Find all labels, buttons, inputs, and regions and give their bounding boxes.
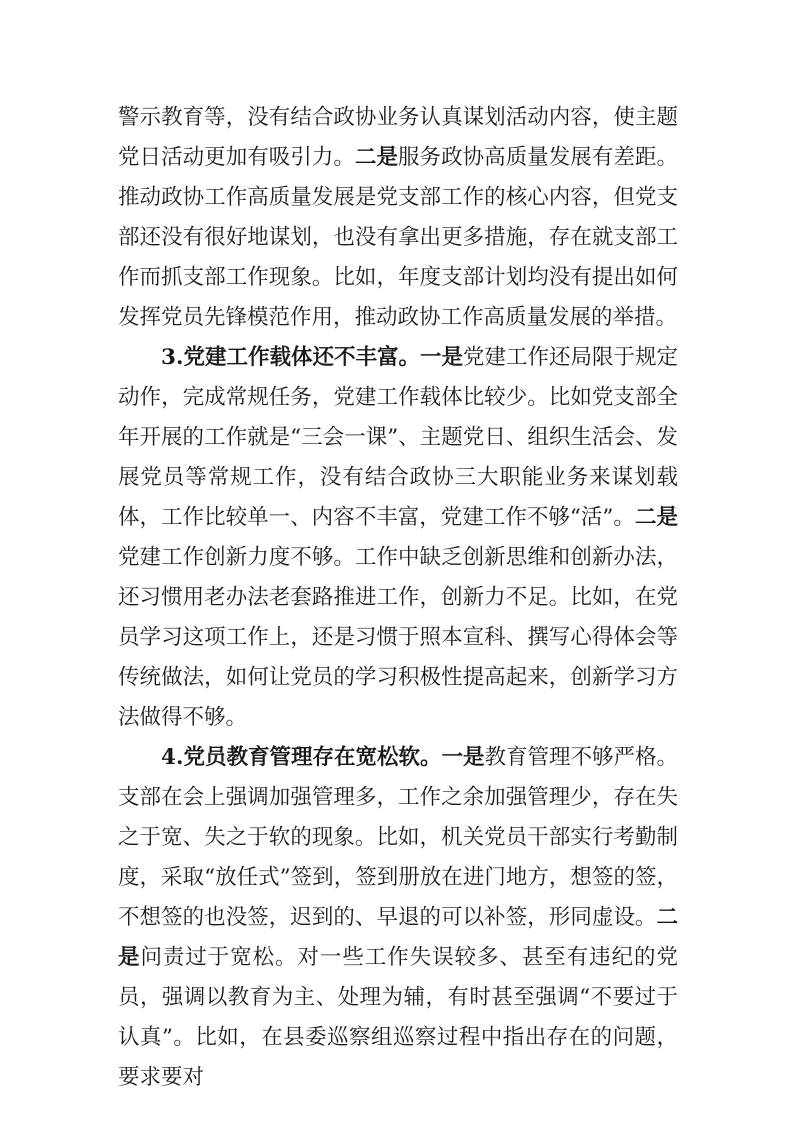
bold-marker: 二是 <box>118 905 678 970</box>
section-heading: 4.党员教育管理存在宽松软。 <box>161 745 442 770</box>
text-run: 问责过于宽松。对一些工作失误较多、甚至有违纪的党员，强调以教育为主、处理为辅，有时甚至强调“不要过于认真”。比如，在县委巡察组巡察过程中指出存在的问题，要求要对 <box>118 945 678 1090</box>
bold-marker: 二是 <box>634 505 678 530</box>
document-body <box>118 98 678 1098</box>
text-run: 服务政协高质量发展有差距。推动政协工作高质量发展是党支部工作的核心内容，但党支部还没有很好地谋划，也没有拿出更多措施，存在就支部工作而抓支部工作现象。比如，年度支部计划均没有提出如何发挥党员先锋模范作用，推动政协工作高质量发展的举措。 <box>118 145 678 330</box>
bold-marker: 二是 <box>354 145 398 170</box>
text-run: 党建工作还局限于规定动作，完成常规任务，党建工作载体比较少。比如党支部全年开展的工作就是“三会一课”、主题党日、组织生活会、发展党员等常规工作，没有结合政协三大职能业务来谋划载体，工作比较单一、内容不丰富，党建工作不够“活”。 <box>118 345 678 530</box>
section-heading: 3.党建工作载体还不丰富。 <box>161 345 420 370</box>
text-run: 警示教育等，没有结合政协业务认真谋划活动内容，使主题党日活动更加有吸引力。 <box>118 105 678 170</box>
paragraph-2 <box>118 338 678 738</box>
paragraph-1 <box>118 98 678 338</box>
text-run: 教育管理不够严格。支部在会上强调加强管理多，工作之余加强管理少，存在失之于宽、失之于软的现象。比如，机关党员干部实行考勤制度，采取“放任式”签到，签到册放在进门地方，想签的签，不想签的也没签，迟到的、早退的可以补签，形同虚设。 <box>118 745 678 930</box>
text-run: 党建工作创新力度不够。工作中缺乏创新思维和创新办法，还习惯用老办法老套路推进工作，创新力不足。比如，在党员学习这项工作上，还是习惯于照本宣科、撰写心得体会等传统做法，如何让党员的学习积极性提高起来，创新学习方法做得不够。 <box>118 545 678 730</box>
bold-marker: 一是 <box>419 345 463 370</box>
bold-marker: 一是 <box>441 745 485 770</box>
paragraph-3 <box>118 738 678 1098</box>
